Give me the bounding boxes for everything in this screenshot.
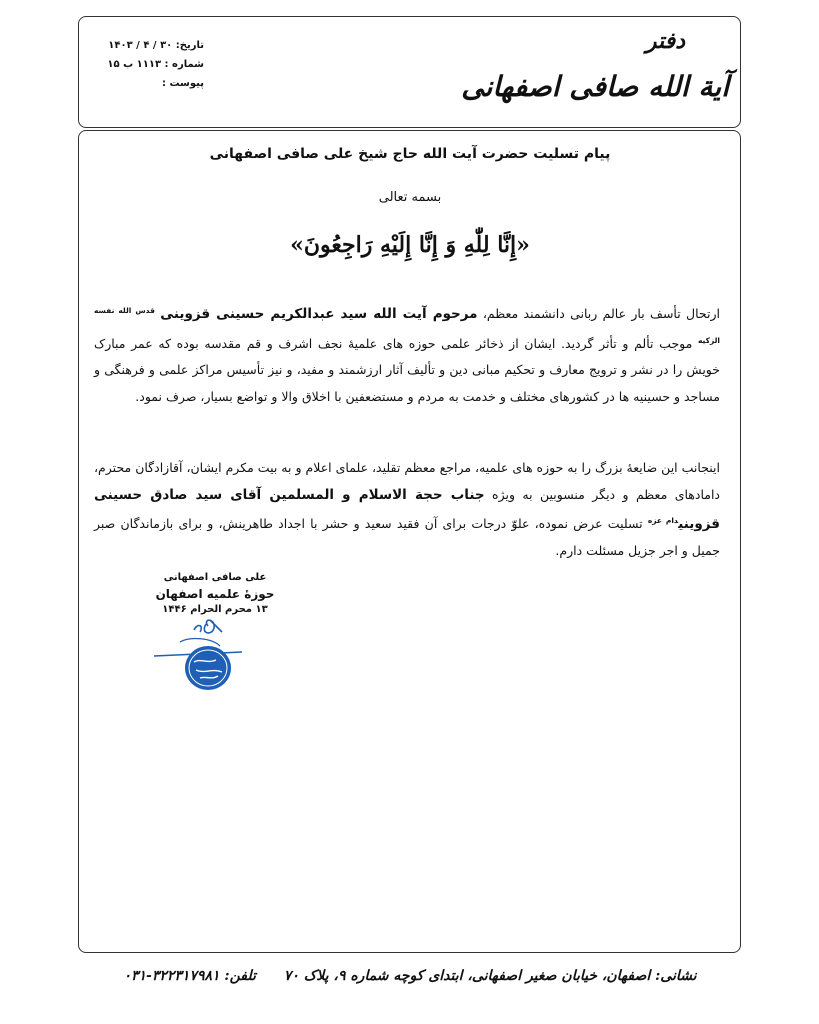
paragraph-2-text-continued: تسلیت عرض نموده، علوّ درجات برای آن فقید سعید و حشر با اجداد طاهرینش، و برای بازماندگان صبر جمیل و اجر جزیل مسئلت دارم. xyxy=(94,516,720,558)
paragraph-2 xyxy=(94,455,720,564)
letter-attachment: پیوست : xyxy=(161,78,204,89)
signature-block xyxy=(150,570,280,618)
paragraph-1 xyxy=(94,298,720,410)
recipient-name: جناب حجة الاسلام و المسلمین آقای سید صادق حسینی قزوینی xyxy=(94,486,720,533)
honorific-2: دام عزه xyxy=(647,516,679,525)
signature-seal-stamp xyxy=(150,612,245,694)
footer-phone: تلفن: ۳۲۲۳۱۷۹۸۱-۰۳۱ xyxy=(123,968,256,984)
signature-date: ۱۳ محرم الحرام ۱۴۴۶ xyxy=(162,604,268,615)
letter-title: پیام تسلیت حضرت آیت الله حاج شیخ علی صافی اصفهانی xyxy=(209,146,611,162)
footer-contact xyxy=(90,968,730,984)
office-name: آیة الله صافی اصفهانی xyxy=(461,70,729,103)
office-label: دفتر xyxy=(645,28,685,54)
paragraph-1-text-continued: موجب تألم و تأثر گردید. ایشان از ذخائر علمی حوزه های علمیهٔ نجف اشرف و قم مقدسه بوده که عمر مبارک خویش را در نشر و ترویج معارف و تحکیم مبانی دین و تألیف آثار ارزشمند و مفید، و نیز تأسیس مراکز علمی و فرهنگی و مساجد و حسینیه ها در کشورهای مختلف و خدمت به مردم و مستضعفین با اخلاق والا و تواضع بسیار، صرف نمود. xyxy=(94,335,720,404)
quran-verse: «إِنَّا لِلّٰهِ وَ إِنَّا إِلَيْهِ رَاجِعُونَ» xyxy=(290,232,530,258)
signatory-institution: حوزهٔ علمیه اصفهان xyxy=(155,587,275,601)
letter-meta xyxy=(96,36,204,93)
signatory-name: علی صافی اصفهانی xyxy=(163,572,267,583)
paragraph-1-text: ارتحال تأسف بار عالم ربانی دانشمند معظم، xyxy=(477,306,720,322)
paragraph-2-text: اینجانب این ضایعهٔ بزرگ را به حوزه های علمیه، مراجع معظم تقلید، علمای اعلام و به بیت مکرم ایشان، آقازادگان محترم، دامادهای معظم و دیگر منسوبین به ویژه xyxy=(94,460,720,502)
office-logo xyxy=(461,28,729,118)
letter-number: شماره : ۱۱۱۳ ب ۱۵ xyxy=(107,59,204,70)
letter-date: تاریخ: ۳۰ / ۴ / ۱۴۰۳ xyxy=(108,40,204,51)
deceased-name: مرحوم آیت الله سید عبدالکریم حسینی قزوینی xyxy=(160,306,478,323)
honorific-1: قدس الله نفسه الزکیه xyxy=(94,306,720,345)
basmala: بسمه تعالی xyxy=(378,190,442,205)
footer-address: نشانی: اصفهان، خیابان صغیر اصفهانی، ابتدای کوچه شماره ۹، پلاک ۷۰ xyxy=(283,968,697,984)
